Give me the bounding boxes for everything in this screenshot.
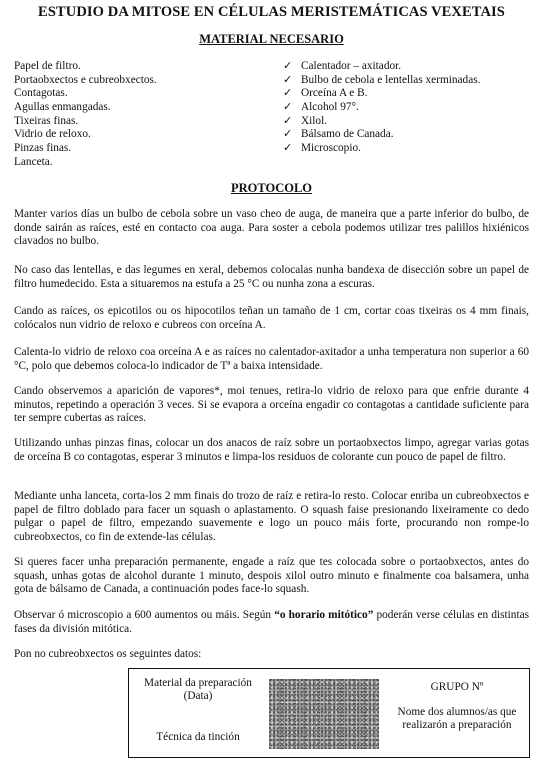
label-technique: Técnica da tinción xyxy=(156,731,240,743)
paragraph-text: poderán verse células en distintas fases da división mitótica. xyxy=(14,609,530,635)
protocol-paragraph-1: Manter varios días un bulbo de cebola sobre un vaso cheo de auga, de maneira que a parte inferior do bulbo, de donde sairán as raíces, esté en contacto coa auga. Para soster a cebola podemos utilizar tres palillos hixiénicos clavados no bulbo. xyxy=(14,208,529,247)
paragraph-emphasis: “o horario mitótico” xyxy=(274,609,374,621)
material-heading: MATERIAL NECESARIO xyxy=(199,32,344,46)
checkmark-icon: ✓ xyxy=(283,87,293,100)
protocol-paragraph-4: Calenta-lo vidrio de reloxo coa orceína A e as raíces no calentador-axitador a unha temperatura non superior a 60 °C, polo que debemos coloca-lo indicador de Tª a baixa intensidade. xyxy=(14,346,529,372)
list-item: Lanceta. xyxy=(14,155,53,168)
list-item: Vidrio de reloxo. xyxy=(14,128,91,141)
list-item-label: Microscopio. xyxy=(301,142,361,155)
protocol-heading: PROTOCOLO xyxy=(230,181,313,195)
document-title: ESTUDIO DA MITOSE EN CÉLULAS MERISTEMÁTICAS VEXETAIS xyxy=(38,4,505,20)
checkmark-icon: ✓ xyxy=(283,142,293,155)
list-item xyxy=(283,60,533,74)
list-item xyxy=(283,101,533,115)
list-item xyxy=(283,142,533,156)
checkmark-icon: ✓ xyxy=(283,114,293,127)
protocol-paragraph-9 xyxy=(14,609,529,636)
list-item: Contagotas. xyxy=(14,87,68,100)
protocol-paragraph-3: Cando as raíces, os epicotilos ou os hipocotilos teñan un tamaño de 1 cm, cortar coas tixeiras os 4 mm finais, colócalos nun vidrio de reloxo e cubreos con orceína A. xyxy=(14,305,529,331)
label-group: GRUPO Nº xyxy=(430,681,484,693)
specimen-image xyxy=(269,679,379,749)
list-item xyxy=(283,115,533,129)
checkmark-icon: ✓ xyxy=(283,128,293,141)
list-item-label: Alcohol 97°. xyxy=(301,101,359,114)
label-material-line-2: (Data) xyxy=(183,690,213,702)
slide-label-box xyxy=(128,668,530,758)
list-item xyxy=(283,87,533,101)
protocol-paragraph-6: Utilizando unhas pinzas finas, colocar un dos anacos de raíz sobre un portaobxectos limpo, agregar varias gotas de orceína B co contagotas, esperar 3 minutos e limpa-los residuos de colorante cun pouco de papel de filtro. xyxy=(14,437,529,463)
material-list-right xyxy=(283,60,533,156)
list-item: Agullas enmangadas. xyxy=(14,101,111,114)
protocol-paragraph-8: Si queres facer unha preparación permanente, engade a raíz que tes colocada sobre o portaobxectos, antes do squash, unhas gotas de alcohol durante 1 minuto, despois xilol outro minuto e finalmente coa balsamera, unha gota de bálsamo de Canada, a continuación podes face-lo squash. xyxy=(14,556,529,595)
list-item: Pinzas finas. xyxy=(14,142,72,155)
protocol-paragraph-7: Mediante unha lanceta, corta-los 2 mm finais do trozo de raíz e retira-lo resto. Colocar enriba un cubreobxectos e papel de filtro doblado para facer un squash o aplastamento. O squash faise presionando lixeiramente co dedo pulgar o papel de filtro, empezando suavemente e logo un pouco máis forte, procurando non rompe-lo cubreobxectos, co fin de extende-las células. xyxy=(14,490,529,543)
label-material-line-1: Material da preparación xyxy=(144,677,252,689)
list-item xyxy=(283,128,533,142)
list-item-label: Calentador – axitador. xyxy=(301,60,402,72)
checkmark-icon: ✓ xyxy=(283,60,293,72)
list-item-label: Xilol. xyxy=(301,114,328,127)
list-item xyxy=(283,74,533,88)
list-item-label: Orceína A e B. xyxy=(301,87,368,100)
protocol-paragraph-10: Pon no cubreobxectos os seguintes datos: xyxy=(14,648,202,660)
protocol-paragraph-2: No caso das lentellas, e das legumes en xeral, debemos colocalas nunha bandexa de disección sobre un papel de filtro humedecido. Esta a situaremos na estufa a 25 °C ou nunha zona a escuras. xyxy=(14,264,529,290)
protocol-paragraph-5: Cando observemos a aparición de vapores*, moi tenues, retira-lo vidrio de reloxo para que enfrie durante 4 minutos, repetindo a operación 3 veces. Si se evapora a orceína engadir co contagotas a cantidade suficiente para ter sempre cubertas as raíces. xyxy=(14,385,529,424)
list-item: Portaobxectos e cubreobxectos. xyxy=(14,73,157,86)
list-item-label: Bálsamo de Canada. xyxy=(301,128,394,141)
material-list-left xyxy=(14,60,264,170)
label-names-line-2: realizarón a preparación xyxy=(402,719,512,731)
paragraph-text: Observar ó microscopio a 600 aumentos ou máis. Según xyxy=(14,609,275,621)
label-names-line-1: Nome dos alumnos/as que xyxy=(397,706,517,718)
checkmark-icon: ✓ xyxy=(283,73,293,86)
list-item-label: Bulbo de cebola e lentellas xerminadas. xyxy=(301,73,481,86)
checkmark-icon: ✓ xyxy=(283,101,293,114)
list-item: Papel de filtro. xyxy=(14,60,81,72)
list-item: Tixeiras finas. xyxy=(14,114,79,127)
